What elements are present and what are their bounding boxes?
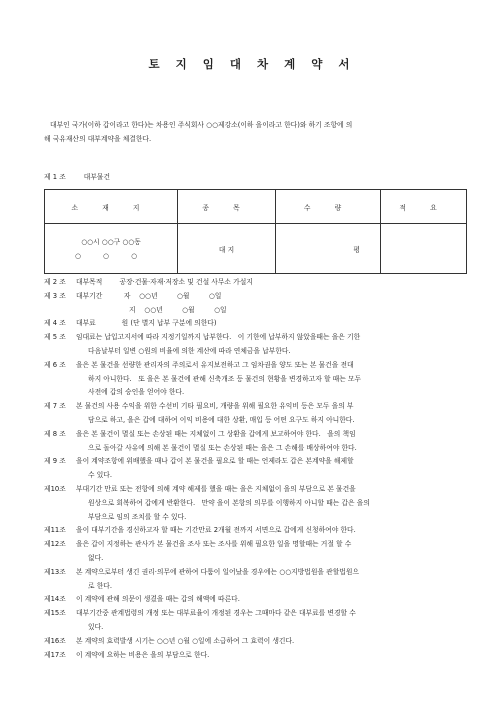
article-item bbox=[44, 635, 467, 649]
article-text-line: 있다. bbox=[88, 622, 104, 631]
article-text-line: 대부료 원 (단 별지 납부 구분에 의한다) bbox=[76, 319, 217, 328]
article-number: 제11조 bbox=[44, 526, 66, 535]
article-text-line: 부대기간 만료 또는 전항에 의해 계약 해제를 했을 때는 을은 지체없이 을의 부담으로 본 물건을 bbox=[76, 484, 356, 493]
article-item bbox=[44, 649, 467, 663]
article-text-line: 을은 갑이 지정하는 관사가 본 물건을 조사 또는 조사를 위해 필요한 일을 명할때는 거절 할 수 bbox=[76, 540, 352, 549]
article-item bbox=[44, 593, 467, 607]
article-number: 제10조 bbox=[44, 484, 66, 493]
article-text-line: 부담으로 임의 조치를 할 수 있다. bbox=[88, 512, 187, 521]
location-line: ○ ○ ○ bbox=[74, 251, 148, 260]
article-number: 제16조 bbox=[44, 636, 66, 645]
intro-paragraph bbox=[44, 118, 464, 146]
article-text-line: 대부목적 공장·건물·자재·저장소 및 건설 사무소 가설지 bbox=[76, 278, 253, 286]
header-location: 소 재 지 bbox=[45, 190, 178, 224]
article-number: 제14조 bbox=[44, 595, 66, 604]
article-number: 제13조 bbox=[44, 567, 66, 576]
article-item bbox=[44, 566, 467, 594]
header-quantity: 수 량 bbox=[276, 190, 381, 224]
article-text-line: 담으로 하고, 을은 갑에 대하여 이익 비용에 대한 상환, 매입 등 어떤 요구도 하지 아니한다. bbox=[88, 415, 355, 424]
article-text-line: 본 물건의 사용 수익을 위한 수선비 기타 필요비, 개량을 위해 필요한 유익비 등은 모두 을의 부 bbox=[76, 402, 354, 411]
property-table bbox=[44, 189, 467, 274]
article-text-line: 지 ○○년 ○월 ○일 bbox=[88, 305, 227, 314]
article-number: 제 3 조 bbox=[44, 291, 66, 300]
article-text-line: 을은 본 물건이 멸실 또는 손상된 때는 지체없이 그 상환을 갑에게 보고하여야 한다. 을의 책임 bbox=[76, 429, 356, 438]
article-number: 제 6 조 bbox=[44, 360, 66, 369]
article-number: 제 4 조 bbox=[44, 319, 66, 328]
cell-type: 대 지 bbox=[178, 224, 276, 274]
article-text-line: 수 있다. bbox=[88, 471, 113, 480]
article-item bbox=[44, 524, 467, 538]
table-row bbox=[45, 224, 467, 274]
article-text-line: 대부기간중 관계법령의 개정 또는 대부료율이 개정된 경우는 그때마다 같은 대부료를 변경할 수 bbox=[76, 609, 356, 618]
article-text-line: 을이 계약조항에 위배했을 때나 갑이 본 물건을 필요로 할 때는 언제라도 갑은 본계약을 해제할 bbox=[76, 457, 354, 466]
article-item bbox=[44, 317, 467, 331]
article-number: 제 7 조 bbox=[44, 402, 66, 411]
article-text-line: 다음날부터 일변 ○원의 비율에 의한 계산에 따라 연체금을 납부한다. bbox=[88, 346, 291, 355]
article-number: 제 5 조 bbox=[44, 333, 66, 342]
table-header-row bbox=[45, 190, 467, 224]
article-number: 제12조 bbox=[44, 540, 66, 549]
article-text-line: 이 계약에 요하는 비용은 을의 부담으로 한다. bbox=[76, 650, 210, 659]
cell-quantity: 평 bbox=[276, 224, 381, 274]
article-item bbox=[44, 538, 467, 566]
article-text-line: 본 계약의 효력발생 시기는 ○○년 ○월 ○일에 소급하여 그 효력이 생긴다. bbox=[76, 636, 295, 645]
article-item bbox=[44, 483, 467, 524]
article-text-line: 으로 돌아갈 사유에 의해 본 물건이 멸실 또는 손상된 때는 을은 그 손해를 배상하여야 한다. bbox=[88, 443, 357, 452]
article-text-line: 원상으로 회복하여 갑에게 반환한다. 만약 을이 본항의 의무를 이행하지 아니할 때는 갑은 을의 bbox=[88, 498, 370, 507]
article-item bbox=[44, 607, 467, 635]
article-number: 제 2 조 bbox=[44, 278, 66, 286]
header-note: 적 요 bbox=[381, 190, 467, 224]
article-text-line: 사전에 갑의 승인을 얻어야 한다. bbox=[88, 388, 185, 397]
article-number: 제 8 조 bbox=[44, 429, 66, 438]
intro-line: 해 국유재산의 대부계약을 체결한다. bbox=[44, 135, 152, 143]
article-text-line: 이 계약에 관해 의문이 생겼을 때는 갑의 해액에 따른다. bbox=[76, 595, 240, 604]
cell-note bbox=[381, 224, 467, 274]
article-text-line: 본 계약으로부터 생긴 권리·의무에 관하여 다툼이 일어났을 경우에는 ○○지방법원을 관할법원으 bbox=[76, 567, 359, 576]
location-line: ○○시 ○○구 ○○동 bbox=[81, 237, 141, 246]
article-text-line: 없다. bbox=[88, 553, 104, 562]
article-text-line: 로 한다. bbox=[88, 581, 113, 590]
article-item bbox=[44, 455, 467, 483]
article-number: 제 9 조 bbox=[44, 457, 66, 466]
article-number: 제15조 bbox=[44, 609, 66, 618]
article-item bbox=[44, 400, 467, 428]
article-text-line: 하지 아니한다. 또 을은 본 물건에 관해 신축개조 등 물건의 현황을 변경하고자 할 때는 모두 bbox=[88, 374, 362, 383]
header-type: 종 목 bbox=[178, 190, 276, 224]
article-1-heading bbox=[44, 171, 110, 181]
article-number: 제17조 bbox=[44, 650, 66, 659]
article-text-line: 을이 대부기간을 경신하고자 할 때는 기간만료 2개월 전까지 서면으로 갑에게 신청하여야 한다. bbox=[76, 526, 356, 535]
articles-list bbox=[44, 276, 467, 662]
article-item bbox=[44, 331, 467, 359]
article-text-line: 을은 본 물건을 선량한 관리자의 주의로서 유지보전하고 그 임차권을 양도 또는 본 물건을 전대 bbox=[76, 360, 354, 369]
article-text-line: 대부기간 자 ○○년 ○월 ○일 bbox=[76, 291, 222, 300]
article-item bbox=[44, 428, 467, 456]
article-text-line: 임대료는 납입고지서에 따라 지정기일까지 납부한다. 이 기한에 납부하지 않았을때는 을은 기한 bbox=[76, 333, 361, 342]
article-item bbox=[44, 359, 467, 400]
document-title: 토 지 임 대 차 계 약 서 bbox=[148, 57, 356, 71]
intro-line: 대부인 국가(이하 갑이라고 한다)는 차용인 주식회사 ○○제강소(이하 을이라고 한다)와 하기 조항에 의 bbox=[50, 121, 353, 129]
cell-location bbox=[45, 224, 178, 274]
article-label: 대부물건 bbox=[83, 173, 111, 181]
article-item bbox=[44, 290, 467, 318]
article-number: 제 1 조 bbox=[44, 173, 66, 181]
article-item bbox=[44, 276, 467, 290]
